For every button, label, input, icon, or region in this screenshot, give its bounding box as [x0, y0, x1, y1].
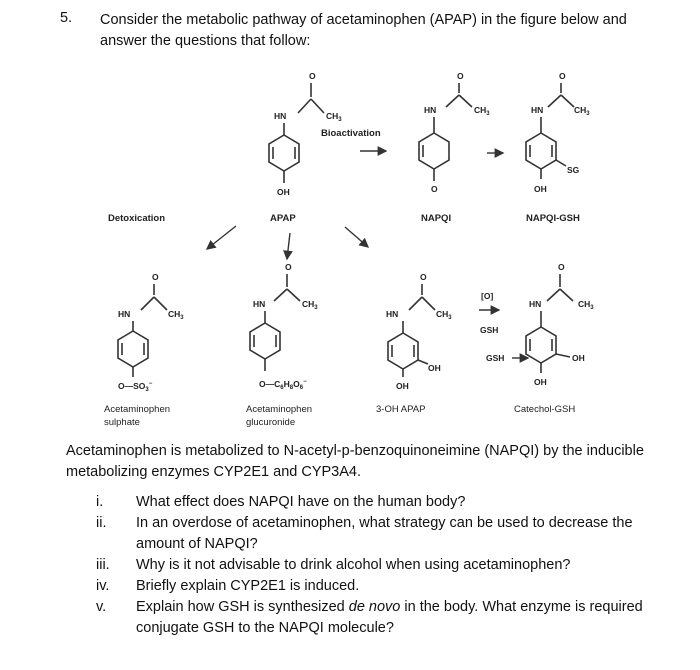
question-item-ii — [0, 513, 700, 555]
glucuronide-structure — [250, 262, 318, 391]
sulphate-ch3: $CH_3$ — [168, 309, 184, 321]
3oh-apap-hn: HN — [386, 309, 399, 319]
napqi-gsh-sg: SG — [567, 165, 580, 175]
apap-oh: OH — [277, 187, 290, 197]
gsh-label-2: GSH — [486, 353, 505, 363]
oxidation-label: [O] — [481, 291, 494, 301]
glucuronide-hn: HN — [253, 299, 266, 309]
catechol-gsh-ring-oh: OH — [572, 353, 585, 363]
3oh-apap-oh: OH — [396, 381, 409, 391]
question-marker: iii. — [96, 557, 110, 573]
arrow-to-glucuronide — [287, 233, 290, 259]
napqi-structure — [419, 71, 490, 194]
question-number: 5. — [60, 10, 73, 26]
sulphate-so3: $O—SO_3^-$ — [118, 381, 153, 393]
question-item-v — [0, 597, 700, 639]
catechol-gsh-ch3: $CH_3$ — [578, 299, 594, 311]
napqi-gsh-label: NAPQI-GSH — [526, 213, 580, 224]
catechol-gsh-oh: OH — [534, 377, 547, 387]
3oh-apap-ring-oh: OH — [428, 363, 441, 373]
apap-hn: HN — [274, 111, 287, 121]
question-item-iii — [0, 555, 700, 576]
apap-ch3: $CH_3$ — [326, 111, 342, 123]
apap-carbonyl-o: O — [309, 71, 316, 81]
question-marker: iv. — [96, 578, 110, 594]
napqi-quinone-o: O — [431, 184, 438, 194]
napqi-label: NAPQI — [421, 213, 452, 224]
question-text: Why is it not advisable to drink alcohol when using acetaminophen? — [136, 557, 571, 573]
napqi-hn: HN — [424, 105, 437, 115]
question-item-iv — [0, 576, 700, 597]
question-marker: ii. — [96, 515, 107, 531]
metabolic-pathway-figure — [0, 55, 700, 435]
question-item-i — [0, 492, 700, 513]
arrow-to-3oh-apap — [345, 227, 368, 247]
question-text: What effect does NAPQI have on the human body? — [136, 494, 466, 510]
glucuronide-substituent: $O—C_6H_8O_6^-$ — [259, 379, 307, 391]
question-marker: v. — [96, 599, 107, 615]
glucuronide-label-line2: glucuronide — [246, 417, 296, 428]
bioactivation-label: Bioactivation — [321, 128, 381, 139]
question-list — [0, 492, 700, 639]
napqi-gsh-ch3: $CH_3$ — [574, 105, 590, 117]
3oh-apap-ch3: $CH_3$ — [436, 309, 452, 321]
question-text: Briefly explain CYP2E1 is induced. — [136, 578, 360, 594]
napqi-gsh-carbonyl-o: O — [559, 71, 566, 81]
glucuronide-ch3: $CH_3$ — [302, 299, 318, 311]
question-text: Explain how GSH is synthesized de novo in the body. What enzyme is required conjugate GSH to the NAPQI molecule? — [136, 599, 643, 636]
napqi-gsh-hn: HN — [531, 105, 544, 115]
napqi-gsh-structure — [526, 71, 590, 194]
detoxication-label: Detoxication — [108, 213, 166, 224]
3oh-apap-carbonyl-o: O — [420, 272, 427, 282]
napqi-gsh-oh: OH — [534, 184, 547, 194]
sulphate-hn: HN — [118, 309, 131, 319]
napqi-ch3: $CH_3$ — [474, 105, 490, 117]
catechol-gsh-label: Catechol-GSH — [514, 404, 576, 415]
gsh-label-1: GSH — [480, 325, 499, 335]
catechol-gsh-carbonyl-o: O — [558, 262, 565, 272]
3oh-apap-label: 3-OH APAP — [376, 404, 426, 415]
napqi-paragraph: Acetaminophen is metabolized to N-acetyl-p-benzoquinoneimine (NAPQI) by the inducible metabolizing enzymes CYP2E1 and CYP3A4. — [66, 443, 644, 480]
glucuronide-label-line1: Acetaminophen — [246, 404, 313, 415]
3oh-apap-structure — [386, 272, 452, 391]
napqi-carbonyl-o: O — [457, 71, 464, 81]
glucuronide-carbonyl-o: O — [285, 262, 292, 272]
sulphate-label-line1: Acetaminophen — [104, 404, 171, 415]
sulphate-structure — [118, 272, 184, 393]
arrow-to-sulphate — [207, 226, 236, 249]
question-intro: Consider the metabolic pathway of acetaminophen (APAP) in the figure below and answer the questions that follow: — [100, 12, 627, 49]
catechol-gsh-structure — [526, 262, 594, 387]
apap-label: APAP — [270, 213, 296, 224]
question-marker: i. — [96, 494, 104, 510]
sulphate-carbonyl-o: O — [152, 272, 159, 282]
question-text: In an overdose of acetaminophen, what strategy can be used to decrease the amount of NAPQI? — [136, 515, 633, 552]
sulphate-label-line2: sulphate — [104, 417, 140, 428]
catechol-gsh-hn: HN — [529, 299, 542, 309]
